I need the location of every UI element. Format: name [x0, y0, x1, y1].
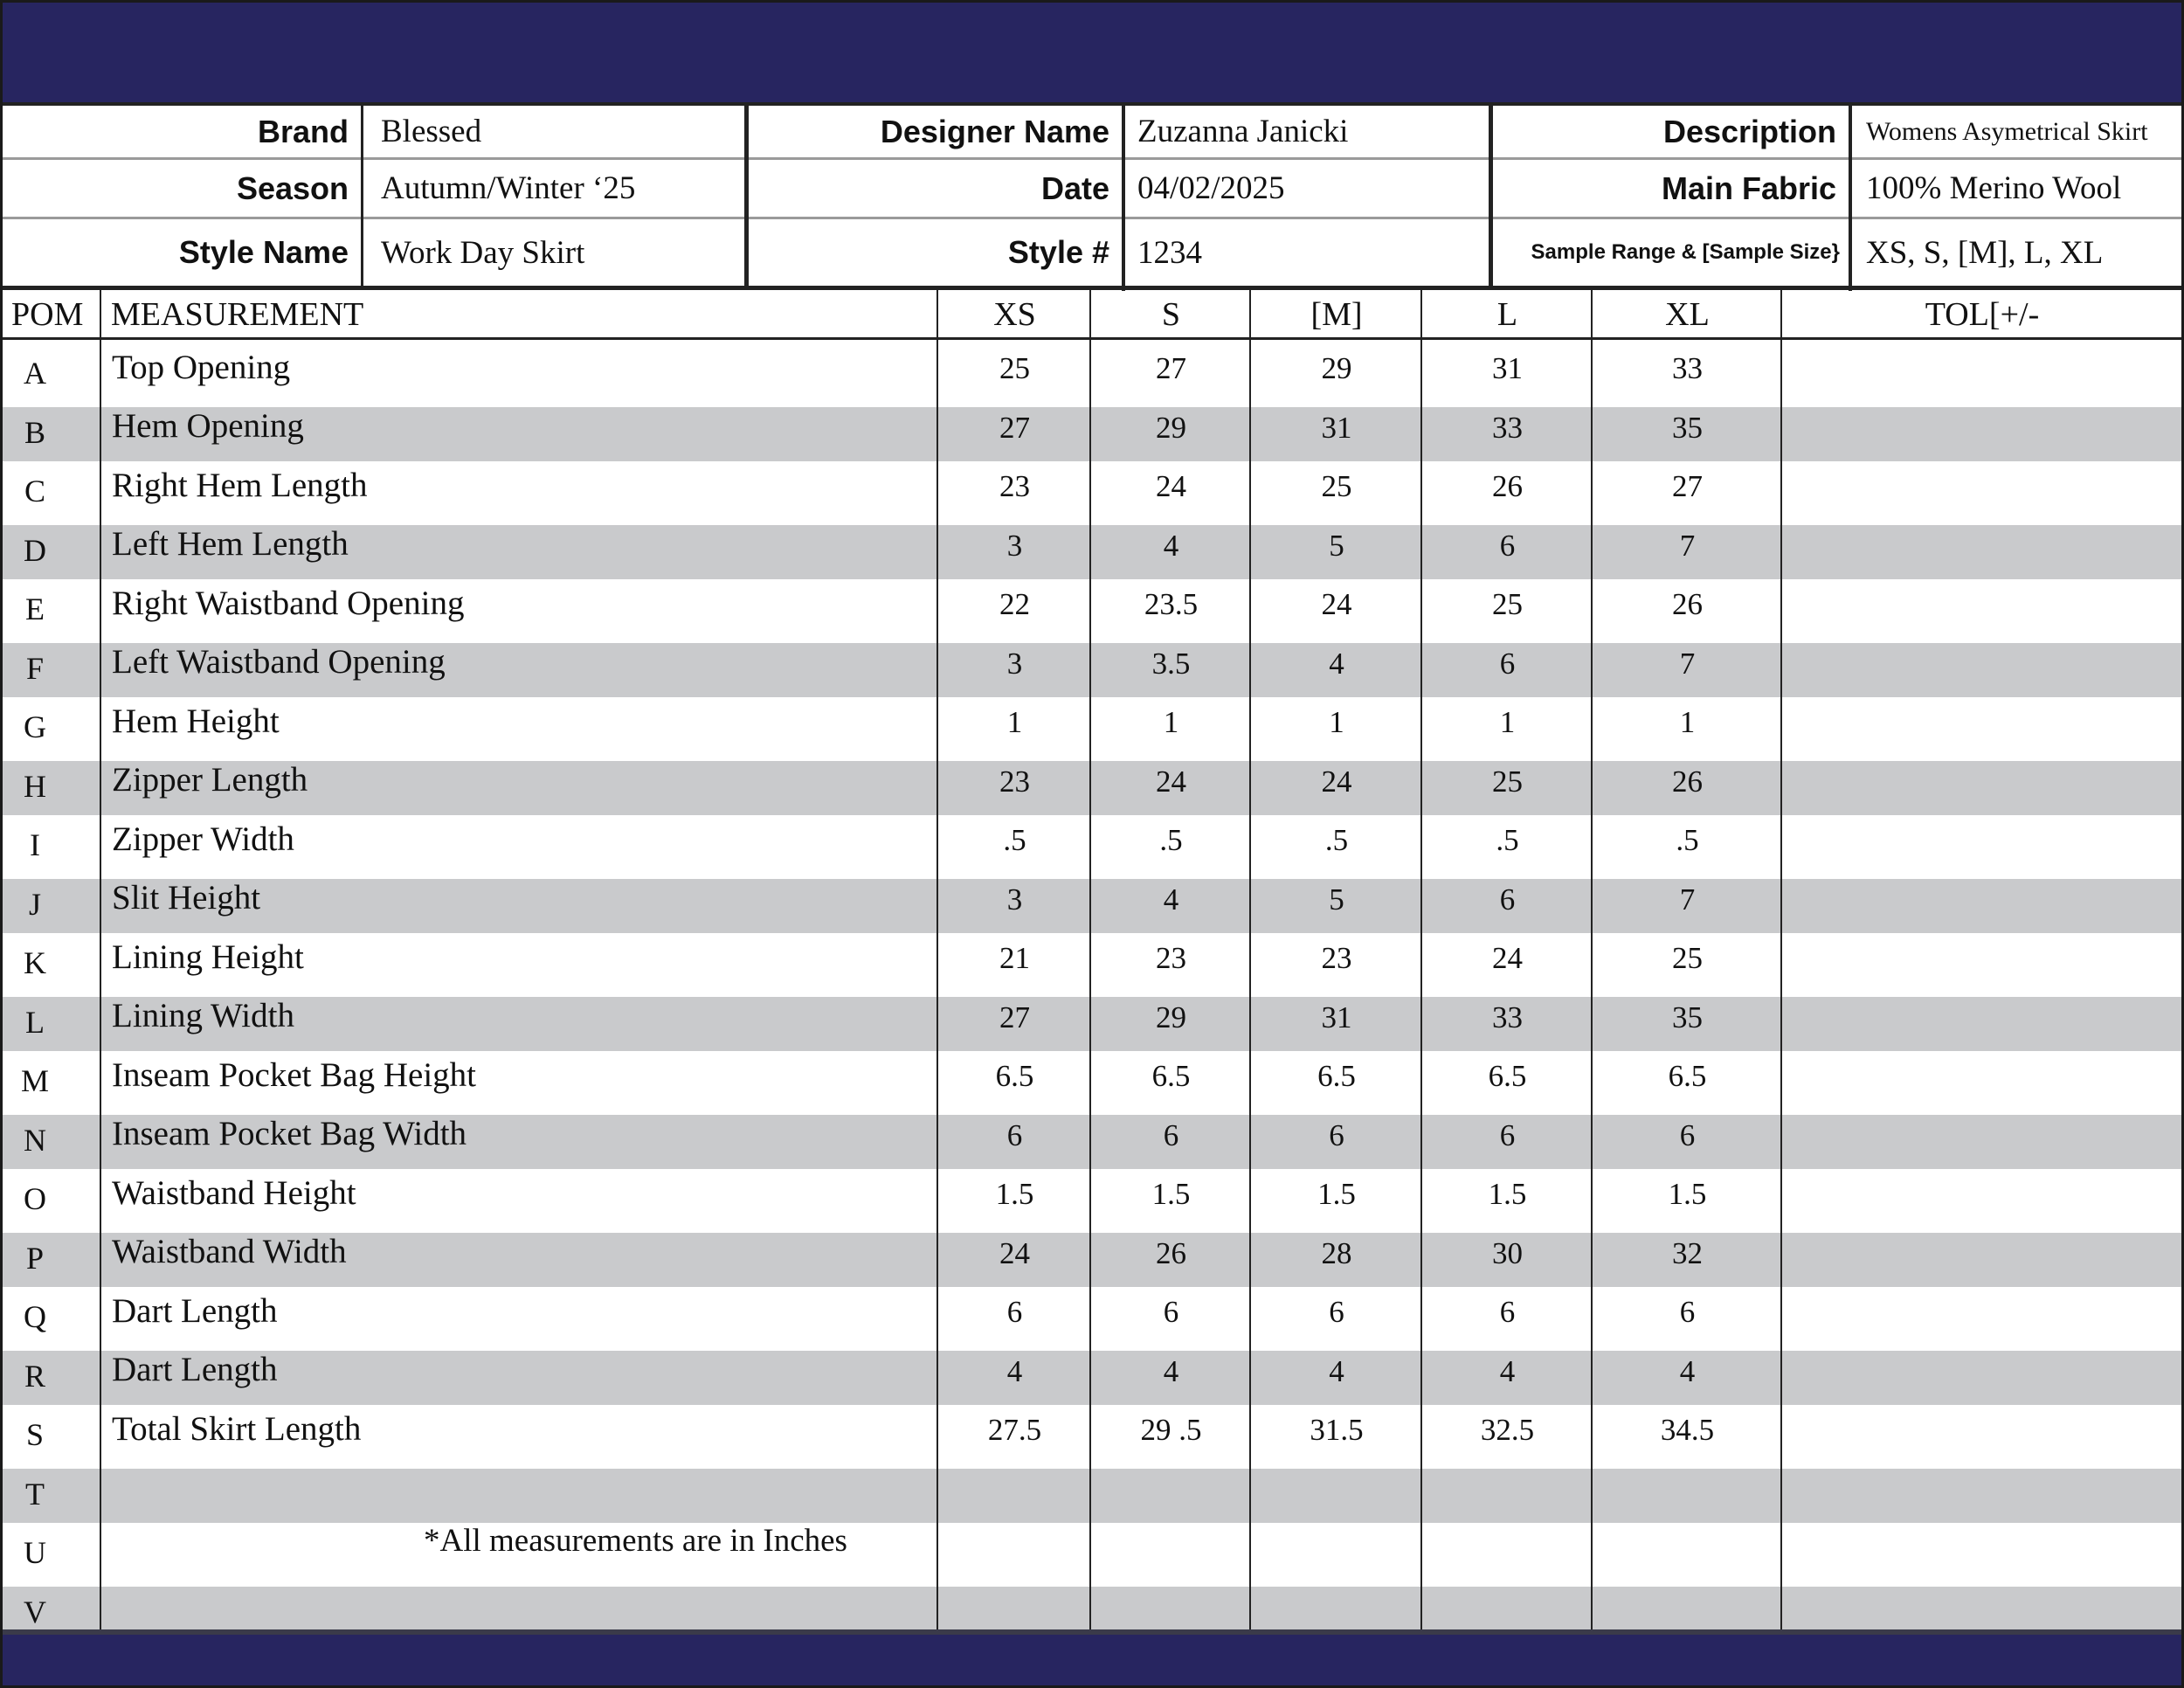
size-value: 3: [1006, 882, 1023, 917]
measurement-unit-note: *All measurements are in Inches: [424, 1523, 847, 1559]
column-header: MEASUREMENT: [111, 296, 364, 333]
size-value: 22: [999, 587, 1030, 621]
size-value: [939, 1581, 1090, 1635]
size-value: 6: [1163, 1117, 1179, 1152]
column-rule: [936, 288, 938, 1629]
size-value: 1: [1329, 705, 1344, 739]
size-value: 24: [1156, 764, 1186, 799]
size-value: 1.5: [995, 1177, 1034, 1211]
size-value: 4: [1679, 1353, 1696, 1388]
size-value: 33: [1492, 1000, 1523, 1034]
size-value: 6.5: [995, 1059, 1034, 1093]
brand-value: Blessed: [381, 114, 482, 149]
measurement-name: Dart Length: [112, 1351, 278, 1388]
size-value: .5: [1003, 823, 1026, 857]
date-value: 04/02/2025: [1137, 170, 1285, 206]
size-value: 3.5: [1151, 646, 1191, 681]
size-value: 31: [1321, 1000, 1352, 1034]
size-value: 31: [1321, 410, 1352, 445]
size-value: 1: [1499, 705, 1516, 739]
size-value: 4: [1163, 528, 1179, 563]
size-value: 26: [1156, 1235, 1186, 1270]
size-value: 6: [1499, 1117, 1516, 1152]
size-value: 30: [1492, 1235, 1523, 1270]
size-value: 6: [1329, 1295, 1344, 1329]
pom-code: M: [20, 1063, 49, 1098]
measurement-name: Right Hem Length: [112, 466, 368, 504]
size-value: [1593, 1521, 1781, 1575]
season-label: Season: [236, 169, 349, 206]
size-value: 35: [1672, 1000, 1703, 1034]
size-value: 1.5: [1317, 1177, 1356, 1211]
size-value: 6.5: [1668, 1059, 1707, 1093]
size-value: 34.5: [1660, 1413, 1715, 1447]
style-name-label: Style Name: [178, 234, 349, 270]
size-value: 1: [1006, 705, 1023, 739]
style-name-value: Work Day Skirt: [381, 234, 585, 271]
size-value: 7: [1679, 882, 1696, 917]
measurement-name: Dart Length: [112, 1291, 278, 1330]
measurement-name: Total Skirt Length: [112, 1409, 362, 1448]
size-value: 27: [1672, 469, 1703, 503]
size-value: 6: [1499, 882, 1516, 917]
size-value: 6.5: [1151, 1059, 1191, 1093]
size-value: 7: [1679, 646, 1696, 681]
size-value: [1252, 1463, 1421, 1517]
size-value: 32: [1672, 1235, 1703, 1270]
measurement-name: Left Hem Length: [112, 525, 349, 563]
column-header: POM: [11, 296, 84, 333]
size-value: 1: [1163, 705, 1179, 739]
size-value: 1: [1679, 705, 1696, 739]
measurement-name: Lining Width: [112, 997, 294, 1034]
size-value: 29: [1156, 410, 1186, 445]
measurement-name: Inseam Pocket Bag Height: [112, 1055, 476, 1094]
size-value: 1.5: [1151, 1177, 1191, 1211]
measurement-name: Waistband Width: [112, 1233, 347, 1270]
pom-code: V: [24, 1594, 46, 1629]
column-header: L: [1496, 296, 1518, 333]
size-value: 25: [999, 351, 1030, 385]
size-value: 4: [1163, 882, 1179, 917]
size-value: 6: [1329, 1117, 1344, 1152]
size-value: [1423, 1463, 1592, 1517]
pom-code: O: [24, 1181, 46, 1216]
size-value: 4: [1499, 1353, 1516, 1388]
size-value: 23.5: [1144, 587, 1199, 621]
sample-range-value: XS, S, [M], L, XL: [1866, 234, 2104, 271]
size-value: 6.5: [1317, 1059, 1356, 1093]
size-value: 24: [999, 1235, 1030, 1270]
pom-code: Q: [24, 1299, 46, 1334]
pom-code: H: [24, 768, 46, 804]
top-banner: [3, 3, 2181, 102]
measurement-name: Left Waistband Opening: [112, 643, 446, 681]
designer-name-label: Designer Name: [880, 113, 1109, 149]
size-value: [1593, 1581, 1781, 1635]
size-value: 6: [1499, 528, 1516, 563]
size-value: 23: [1321, 941, 1352, 975]
pom-code: E: [25, 591, 45, 626]
size-value: 7: [1679, 528, 1696, 563]
measurement-name: Slit Height: [112, 879, 261, 917]
column-rule: [100, 288, 101, 1629]
size-value: .5: [1496, 823, 1519, 857]
size-value: .5: [1159, 823, 1183, 857]
measurement-name: Zipper Length: [112, 761, 308, 799]
size-value: [1252, 1521, 1421, 1575]
measurement-name: Waistband Height: [112, 1173, 356, 1212]
size-value: 24: [1492, 941, 1523, 975]
pom-code: P: [25, 1240, 45, 1276]
description-value: Womens Asymetrical Skirt: [1866, 116, 2148, 146]
measurement-name: Inseam Pocket Bag Width: [112, 1115, 467, 1152]
size-value: 4: [1006, 1353, 1023, 1388]
size-value: 4: [1163, 1353, 1179, 1388]
size-value: 29: [1321, 351, 1352, 385]
size-value: [939, 1463, 1090, 1517]
size-value: 29 .5: [1140, 1413, 1202, 1447]
size-value: 26: [1492, 469, 1523, 503]
size-value: 6: [1679, 1117, 1696, 1152]
brand-label: Brand: [257, 113, 349, 149]
size-value: 26: [1672, 764, 1703, 799]
measurement-name: Hem Opening: [112, 407, 304, 445]
pom-code: S: [25, 1417, 45, 1452]
size-value: 6: [1679, 1295, 1696, 1329]
size-value: [1092, 1463, 1250, 1517]
size-value: 28: [1321, 1235, 1352, 1270]
description-label: Description: [1662, 113, 1836, 149]
size-value: 5: [1329, 882, 1344, 917]
pom-code: F: [25, 650, 45, 686]
pom-code: N: [24, 1122, 46, 1158]
measurement-name: Zipper Width: [112, 820, 294, 858]
size-value: 4: [1329, 1353, 1344, 1388]
column-header: TOL[+/-: [1925, 296, 2040, 333]
size-value: [1423, 1581, 1592, 1635]
pom-code: C: [24, 474, 45, 508]
size-value: 6: [1006, 1117, 1023, 1152]
sample-range-label: Sample Range & [Sample Size}: [1531, 240, 1840, 264]
size-value: 24: [1156, 469, 1186, 503]
size-value: [1092, 1521, 1250, 1575]
measurement-name: Lining Height: [112, 937, 304, 976]
size-value: [1252, 1581, 1421, 1635]
size-value: 5: [1329, 528, 1344, 563]
pom-code: J: [28, 886, 41, 922]
size-value: [1423, 1521, 1592, 1575]
pom-code: U: [24, 1535, 46, 1570]
season-value: Autumn/Winter ‘25: [381, 170, 636, 206]
size-value: 35: [1672, 410, 1703, 445]
size-value: 6: [1499, 1295, 1516, 1329]
size-value: [1593, 1463, 1781, 1517]
pom-code: B: [24, 414, 45, 450]
size-value: 23: [999, 469, 1030, 503]
pom-code: G: [24, 709, 46, 744]
main-fabric-value: 100% Merino Wool: [1866, 170, 2122, 206]
bottom-banner: [3, 1629, 2181, 1685]
size-value: 24: [1321, 587, 1352, 621]
date-label: Date: [1040, 169, 1109, 206]
size-value: 6: [1499, 646, 1516, 681]
size-value: 26: [1672, 587, 1703, 621]
pom-code: A: [24, 356, 46, 391]
size-value: 31: [1492, 351, 1523, 385]
size-value: [939, 1521, 1090, 1575]
style-number-label: Style #: [1007, 234, 1109, 270]
size-value: 21: [999, 941, 1030, 975]
measurement-name: Top Opening: [112, 348, 291, 386]
size-value: 33: [1672, 351, 1703, 385]
pom-code: K: [24, 945, 46, 980]
pom-code: R: [24, 1358, 45, 1394]
size-value: 27.5: [987, 1413, 1042, 1447]
size-value: 6.5: [1488, 1059, 1527, 1093]
table-header-rule: [3, 337, 2181, 340]
size-value: 6: [1006, 1295, 1023, 1329]
size-value: [1092, 1581, 1250, 1635]
size-value: 4: [1329, 646, 1344, 681]
measurement-name: Right Waistband Opening: [112, 584, 465, 622]
size-value: 25: [1321, 469, 1352, 503]
size-value: .5: [1676, 823, 1699, 857]
size-value: 27: [999, 410, 1030, 445]
main-fabric-label: Main Fabric: [1661, 169, 1836, 206]
style-number-value: 1234: [1137, 234, 1202, 271]
size-value: 23: [1156, 941, 1186, 975]
size-value: 1.5: [1668, 1177, 1707, 1211]
pom-code: I: [30, 827, 40, 862]
size-value: 24: [1321, 764, 1352, 799]
column-header: XL: [1665, 296, 1710, 333]
column-header: XS: [993, 296, 1036, 333]
column-header: S: [1161, 296, 1181, 333]
size-value: 25: [1492, 587, 1523, 621]
size-value: 25: [1492, 764, 1523, 799]
size-value: 23: [999, 764, 1030, 799]
size-value: 3: [1006, 528, 1023, 563]
designer-name-value: Zuzanna Janicki: [1137, 114, 1349, 149]
size-value: 27: [999, 1000, 1030, 1034]
size-value: 25: [1672, 941, 1703, 975]
size-value: 33: [1492, 410, 1523, 445]
size-value: 31.5: [1310, 1413, 1364, 1447]
size-value: 3: [1006, 646, 1023, 681]
measurement-name: Hem Height: [112, 702, 280, 740]
size-value: 29: [1156, 1000, 1186, 1034]
column-header: [M]: [1310, 296, 1363, 333]
pom-code: L: [25, 1004, 45, 1040]
size-value: .5: [1324, 823, 1349, 857]
size-value: 6: [1163, 1295, 1179, 1329]
pom-code: D: [24, 532, 46, 568]
size-value: 27: [1156, 351, 1186, 385]
size-value: 32.5: [1480, 1413, 1535, 1447]
pom-code: T: [25, 1476, 45, 1512]
size-value: 1.5: [1488, 1177, 1527, 1211]
